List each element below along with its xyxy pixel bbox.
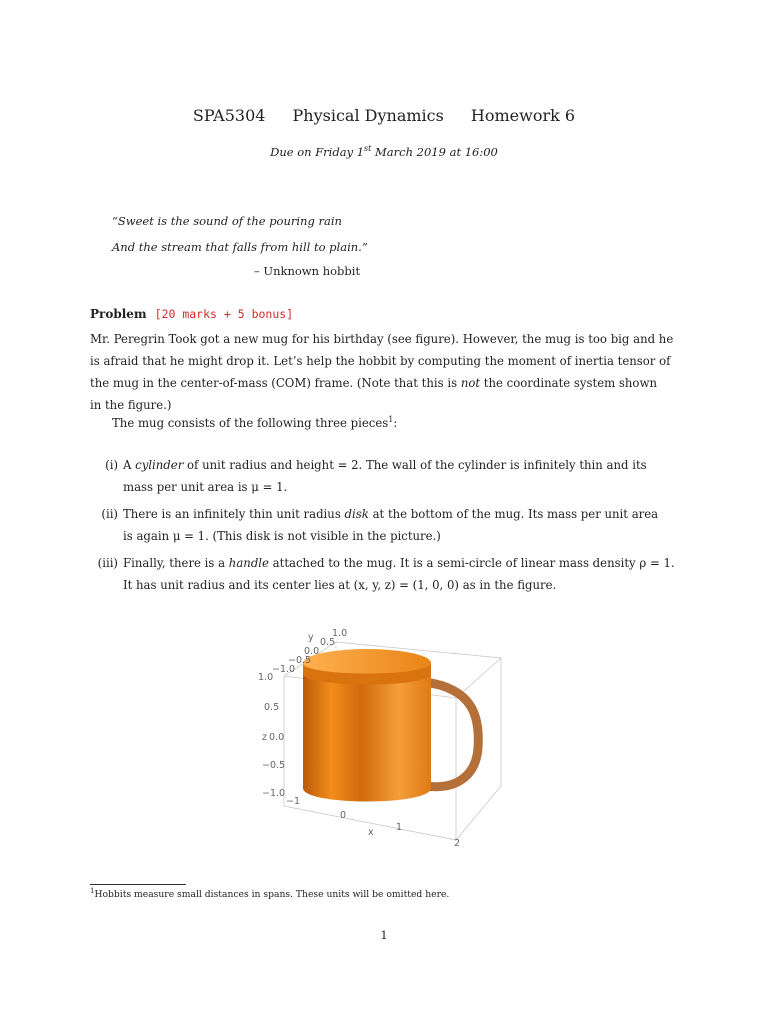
para-line-3 xyxy=(90,372,680,394)
due-sup: st xyxy=(364,144,372,154)
item-text-post: of unit radius and height = 2. The wall of the cylinder is infinitely thin and its xyxy=(183,458,647,472)
pieces-intro-end: : xyxy=(393,416,398,430)
mug-figure xyxy=(256,618,506,858)
para-line-2: is afraid that he might drop it. Let’s help the hobbit by computing the moment of inertia tensor of xyxy=(90,354,671,368)
problem-label: Problem xyxy=(90,307,147,321)
z-tick: 0.5 xyxy=(264,702,280,713)
item-text-line2: It has unit radius and its center lies at (x, y, z) = (1, 0, 0) as in the figure. xyxy=(123,578,557,592)
item-text-post: attached to the mug. It is a semi-circle of linear mass density ρ = 1. xyxy=(268,556,675,570)
y-tick: −1.0 xyxy=(272,664,296,675)
assignment-name: Homework 6 xyxy=(470,106,576,125)
epigraph-line-2: And the stream that falls from hill to plain.” xyxy=(112,240,368,254)
due-suffix: March 2019 at 16:00 xyxy=(371,145,498,159)
item-text-line2: mass per unit area is μ = 1. xyxy=(123,480,288,494)
epigraph-attribution: – Unknown hobbit xyxy=(254,264,361,278)
x-tick: 1 xyxy=(396,822,403,833)
x-tick: −1 xyxy=(286,796,301,807)
problem-heading xyxy=(90,307,293,321)
item-text xyxy=(123,503,678,547)
item-number: (ii) xyxy=(101,507,118,521)
z-axis xyxy=(258,672,285,799)
z-tick: 1.0 xyxy=(258,672,274,683)
footnote-divider xyxy=(90,884,186,885)
y-axis-label: y xyxy=(308,632,314,643)
course-subject: Physical Dynamics xyxy=(292,106,444,125)
item-term: disk xyxy=(344,507,369,521)
item-text-pre: There is an infinitely thin unit radius xyxy=(123,507,345,521)
y-tick: 1.0 xyxy=(332,628,348,639)
footnote-ref: 1 xyxy=(388,415,394,425)
y-tick: 0.5 xyxy=(320,637,336,648)
item-number: (iii) xyxy=(97,556,118,570)
x-axis xyxy=(286,796,460,849)
problem-paragraph xyxy=(90,328,680,416)
z-tick: 0.0 xyxy=(269,732,285,743)
item-text-post: at the bottom of the mug. Its mass per unit area xyxy=(368,507,659,521)
y-tick: 0.0 xyxy=(304,646,320,657)
footnote xyxy=(90,886,450,900)
z-tick: −1.0 xyxy=(262,788,286,799)
mug-cylinder xyxy=(303,674,431,802)
x-tick: 0 xyxy=(340,810,347,821)
para-line-3b: the coordinate system shown xyxy=(480,376,657,390)
item-text-pre: Finally, there is a xyxy=(123,556,229,570)
course-code: SPA5304 xyxy=(192,106,266,125)
para-line-1: Mr. Peregrin Took got a new mug for his birthday (see figure). However, the mug is too big and he xyxy=(90,332,674,346)
item-term: handle xyxy=(228,556,269,570)
epigraph-line-1: “Sweet is the sound of the pouring rain xyxy=(112,214,342,228)
page-title xyxy=(0,106,768,125)
item-text xyxy=(123,454,678,498)
due-date xyxy=(0,145,768,159)
para-line-4: in the figure.) xyxy=(90,398,172,412)
y-tick: −0.5 xyxy=(288,655,312,666)
x-axis-label: x xyxy=(368,827,374,838)
page-number: 1 xyxy=(380,928,388,942)
item-term: cylinder xyxy=(135,458,184,472)
problem-marks: [20 marks + 5 bonus] xyxy=(154,307,294,321)
footnote-marker: 1 xyxy=(90,886,95,895)
pieces-intro xyxy=(112,412,672,434)
footnote-text: Hobbits measure small distances in spans. These units will be omitted here. xyxy=(94,889,450,900)
item-number: (i) xyxy=(105,458,118,472)
z-axis-label: z xyxy=(262,732,267,743)
z-tick: −0.5 xyxy=(262,760,286,771)
pieces-intro-text: The mug consists of the following three pieces xyxy=(112,416,389,430)
para-emphasis: not xyxy=(460,376,481,390)
item-text-pre: A xyxy=(123,458,136,472)
para-line-3a: the mug in the center-of-mass (COM) frame. (Note that this is xyxy=(90,376,461,390)
x-tick: 2 xyxy=(454,838,461,849)
due-prefix: Due on Friday 1 xyxy=(270,145,365,159)
item-text xyxy=(123,552,678,596)
item-text-line2: is again μ = 1. (This disk is not visible in the picture.) xyxy=(123,529,441,543)
